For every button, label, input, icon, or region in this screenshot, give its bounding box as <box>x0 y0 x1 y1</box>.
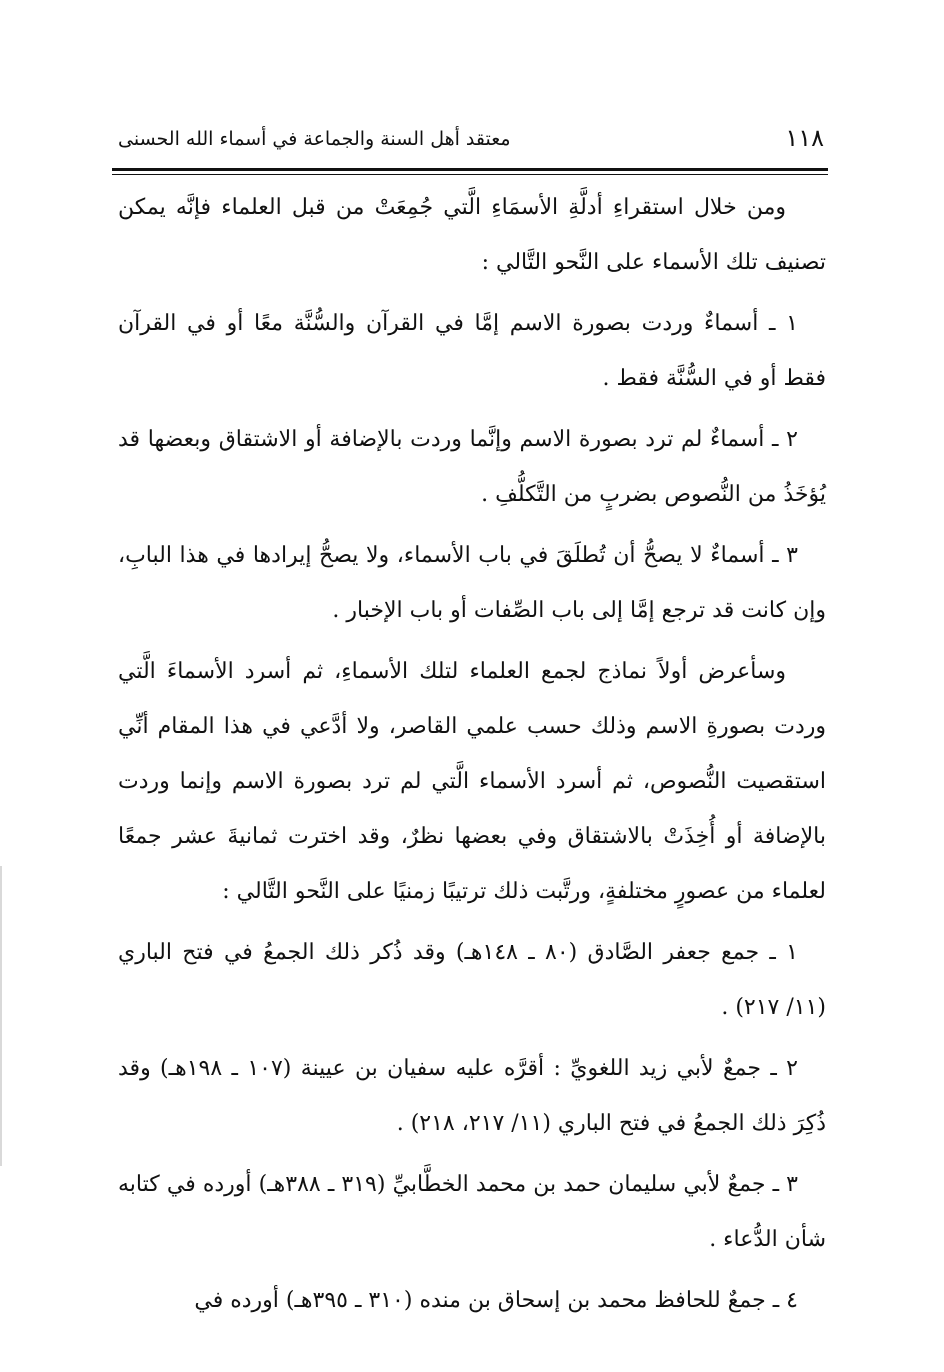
collection-item-2: ٢ ـ جمعٌ لأبي زيد اللغويِّ : أقرَّه عليه سفيان بن عيينة (١٠٧ ـ ١٩٨هـ) وقد ذُكِرَ ذلك الجمعُ في فتح الباري (١١/ ٢١٧، ٢١٨) . <box>118 1056 826 1136</box>
scan-edge-shadow <box>0 866 2 1166</box>
header-rule-thin <box>112 174 828 175</box>
method-paragraph: وسأعرض أولاً نماذج لجمع العلماء لتلك الأسماءِ، ثم أسرد الأسماءَ الَّتي وردت بصورةِ الاسم وذلك حسب علمي القاصر، ولا أدَّعي في هذا المقام أنِّي استقصيت النُّصوص، ثم أسرد الأسماء الَّتي لم ترد بصورة الاسم وإنما وردت بالإضافة أو أُخِذَتْ بالاشتقاق وفي بعضها نظرٌ، وقد اخترت ثمانيةَ عشر جمعًا لعلماء من عصورٍ مختلفةٍ، ورتَّبت ذلك ترتيبًا زمنيًا على النَّحو التَّالي : <box>118 659 826 904</box>
header-rule-thick <box>112 168 828 171</box>
running-title: معتقد أهل السنة والجماعة في أسماء الله الحسنى <box>118 128 511 150</box>
collection-item-4: ٤ ـ جمعٌ للحافظ محمد بن إسحاق بن منده (٣١٠ ـ ٣٩٥هـ) أورده في <box>194 1288 798 1313</box>
page-body <box>118 180 826 1334</box>
category-item-1: ١ ـ أسماءٌ وردت بصورة الاسم إمَّا في القرآن والسُّنَّة معًا أو في القرآن فقط أو في السُّنَّة فقط . <box>118 311 826 391</box>
category-item-2: ٢ ـ أسماءٌ لم ترد بصورة الاسم وإنَّما وردت بالإضافة أو الاشتقاق وبعضها قد يُؤخَذُ من النُّصوص بضربٍ من التَّكلُّفِ . <box>118 427 826 507</box>
intro-paragraph: ومن خلال استقراءِ أدلَّةِ الأسمَاءِ الَّتي جُمِعَتْ من قبل العلماء فإنَّه يمكن تصنيف تلك الأسماء على النَّحو التَّالي : <box>118 195 826 275</box>
category-item-3: ٣ ـ أسماءٌ لا يصحُّ أن تُطلَقَ في باب الأسماء، ولا يصحُّ إيرادها في هذا البابِ، وإن كانت قد ترجع إمَّا إلى باب الصِّفات أو باب الإخبار . <box>118 543 826 623</box>
page-header <box>112 118 828 164</box>
collection-item-1: ١ ـ جمع جعفر الصَّادق (٨٠ ـ ١٤٨هـ) وقد ذُكر ذلك الجمعُ في فتح الباري (١١/ ٢١٧) . <box>118 940 826 1020</box>
collection-item-3: ٣ ـ جمعٌ لأبي سليمان حمد بن محمد الخطَّابيِّ (٣١٩ ـ ٣٨٨هـ) أورده في كتابه شأن الدُّعاء . <box>118 1172 826 1252</box>
page-number: ١١٨ <box>785 124 824 152</box>
